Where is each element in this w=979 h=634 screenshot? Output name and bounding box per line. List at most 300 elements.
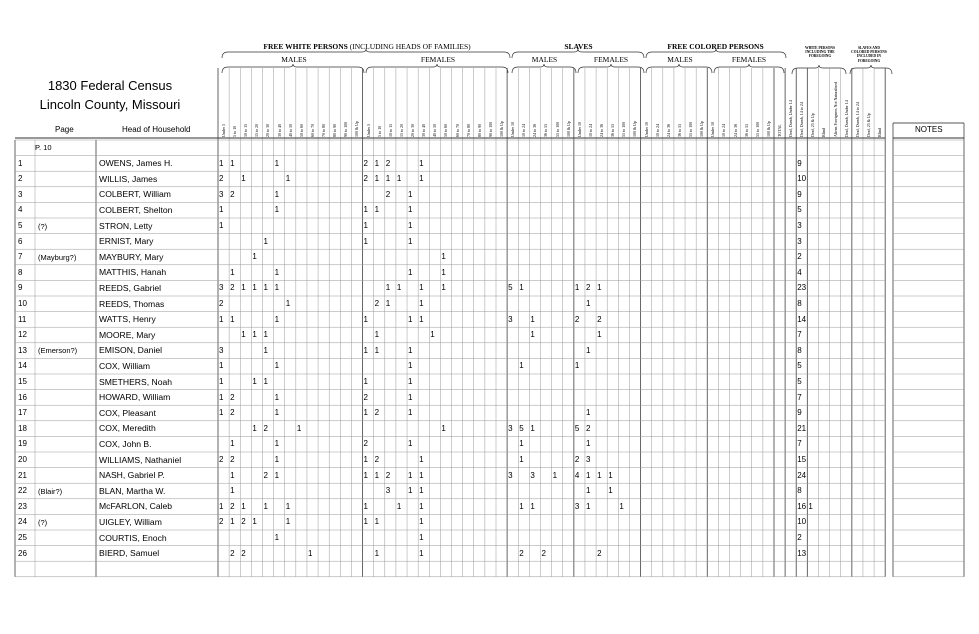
head-of-household-name: McFARLON, Caleb [99,501,173,512]
free-colored-males: MALES [667,55,693,64]
row-number: 8 [18,267,23,277]
head-of-household-name: MAYBURY, Mary [99,251,164,262]
tally-cell: 1 [363,205,368,215]
column-header: 36 to 55 [676,123,682,137]
tally-cell: 1 [441,252,446,262]
tally-cell: 1 [230,267,235,277]
tally-cell: 23 [797,283,807,293]
head-of-household-name: MOORE, Mary [99,329,156,340]
column-header: 100 & Up [632,121,638,137]
tally-cell: 2 [585,283,591,293]
column-header: Under 10 [643,122,649,137]
tally-cell: 1 [274,439,280,449]
column-header: 55 to 100 [754,121,760,137]
head-of-household-name: COX, William [99,360,151,371]
head-of-household-name: COX, John B. [99,438,152,449]
tally-cell: 1 [408,236,413,246]
tally-cell: 3 [574,501,580,511]
tally-cell: 1 [408,392,413,402]
tally-cell: 1 [230,158,235,168]
tally-cell: 2 [597,314,602,324]
tally-cell: 1 [408,221,413,230]
tally-cell: 1 [608,470,613,480]
tally-cell: 3 [508,470,513,480]
tally-cell: 9 [797,408,802,418]
tally-cell: 1 [363,314,368,324]
column-header: 70 to 80 [321,123,327,137]
column-header: 30 to 40 [276,123,282,137]
notes-header: NOTES [915,125,943,134]
tally-cell: 2 [797,533,802,542]
tally-cell: 1 [530,314,535,324]
column-header: 5 to 10 [232,125,238,137]
tally-cell: 1 [363,345,368,355]
row-number: 19 [18,439,27,449]
tally-cell: 2 [519,548,524,558]
head-of-household-name: COLBERT, Shelton [99,204,173,215]
tally-cell: 3 [530,470,535,480]
row-number: 22 [18,486,27,496]
column-header: 10 to 24 [521,123,527,137]
column-header: 100 & Up [699,121,705,137]
tally-cell: 1 [585,501,591,511]
tally-cell: 1 [419,158,424,168]
column-header: TOTAL [777,124,782,137]
tally-cell: 3 [219,345,224,355]
head-of-household-name: WATTS, Henry [99,314,156,325]
column-header: 100 & Up [565,121,571,137]
slaves-males: MALES [531,55,558,64]
tally-cell: 1 [274,205,280,215]
tally-cell: 1 [252,423,257,433]
column-header: 80 to 90 [476,123,482,137]
tally-cell: 1 [419,174,424,184]
tally-cell: 1 [274,408,280,418]
tally-cell: 1 [419,548,424,558]
tally-cell: 1 [274,455,280,464]
tally-cell: 1 [263,236,268,246]
column-header: 10 to 24 [654,123,660,137]
tally-cell: 1 [585,486,591,496]
row-number: 14 [18,361,27,371]
tally-cell: 2 [241,548,246,558]
column-header: 36 to 55 [543,123,549,137]
tally-cell: 1 [241,283,246,293]
column-header: Deaf, 25 & Up [865,113,871,137]
tally-cell: 1 [585,345,591,355]
tally-cell: 1 [408,486,413,496]
tally-cell: 2 [385,189,391,199]
tally-cell: 1 [363,470,368,480]
tally-cell: 2 [597,548,602,558]
tally-cell: 14 [797,314,807,324]
tally-cell: 1 [263,377,268,386]
row-number: 26 [18,548,27,558]
tally-cell: 1 [219,501,224,511]
tally-cell: 2 [263,423,268,433]
column-header: 55 to 100 [621,121,627,137]
head-of-household-name: REEDS, Gabriel [99,282,162,293]
tally-cell: 1 [419,517,424,527]
tally-cell: 7 [797,439,802,449]
white-persons-foreign-header: WHITE PERSONS INCLUDING THE FOREGOING [804,46,836,59]
tally-cell: 3 [219,283,224,293]
row-number: 13 [18,345,27,355]
tally-cell: 2 [219,517,224,527]
tally-cell: 1 [519,283,524,293]
row-number: 21 [18,470,27,480]
tally-cell: 1 [363,517,368,527]
column-header: 90 to 100 [343,121,349,137]
tally-cell: 1 [419,470,424,480]
tally-cell: 2 [385,470,391,480]
tally-cell: 10 [797,517,807,527]
column-header: Deaf, 25 & Up [810,113,816,137]
page-column-header: Page [55,125,74,134]
tally-cell: 24 [797,470,807,480]
tally-cell: 2 [363,174,368,184]
tally-cell: 1 [363,236,368,246]
column-header: Deaf, Dumb, Under 14 [843,100,849,137]
column-header: Aliens Foreigners Not Naturalized [832,81,838,137]
tally-cell: 1 [374,548,380,558]
tally-cell: 1 [408,345,413,355]
free-white-females: FEMALES [420,55,456,64]
column-header: 36 to 55 [743,123,749,137]
tally-cell: 1 [274,189,280,199]
column-header: 80 to 90 [332,123,338,137]
tally-cell: 1 [296,423,302,433]
column-header: 20 to 30 [410,123,416,137]
row-number: 4 [18,205,23,215]
page-note: (Blair?) [38,486,63,496]
row-number: 5 [18,221,23,230]
tally-cell: 1 [585,439,591,449]
tally-cell: 2 [374,299,380,308]
title-line-2: Lincoln County, Missouri [39,97,181,112]
tally-cell: 1 [263,501,268,511]
tally-cell: 8 [797,486,802,496]
column-header: Under 10 [576,122,582,137]
column-header: 36 to 55 [610,123,616,137]
row-number: 6 [18,236,23,246]
tally-cell: 1 [408,189,413,199]
column-header: Under 5 [365,124,371,137]
column-header: 24 to 36 [599,123,605,137]
tally-cell: 1 [530,330,535,340]
tally-cell: 1 [219,205,224,215]
column-header: 15 to 20 [398,123,404,137]
tally-cell: 2 [363,158,368,168]
tally-cell: 2 [241,517,246,527]
group-free-white: FREE WHITE PERSONS (INCLUDING HEADS OF FAMILIES) [263,42,471,51]
slaves-females: FEMALES [593,55,629,64]
tally-cell: 1 [252,283,257,293]
row-number: 25 [18,533,27,542]
head-of-household-name: WILLIAMS, Nathaniel [99,454,182,465]
tally-cell: 5 [797,205,802,215]
row-number: 15 [18,377,27,386]
row-number: 12 [18,330,27,340]
column-header: 40 to 50 [432,123,438,137]
tally-cell: 1 [597,283,602,293]
tally-cell: 15 [797,455,807,464]
tally-cell: 2 [219,174,224,184]
tally-cell: 2 [585,423,591,433]
column-header: 24 to 36 [732,123,738,137]
tally-cell: 7 [797,330,802,340]
tally-cell: 1 [441,267,446,277]
tally-cell: 1 [374,517,380,527]
column-header: 100 & Up [765,121,771,137]
tally-cell: 1 [219,392,224,402]
tally-cell: 3 [797,221,802,230]
head-of-household-name: HOWARD, William [99,392,171,403]
column-header: 55 to 100 [688,121,694,137]
tally-cell: 1 [408,408,413,418]
tally-cell: 1 [363,221,368,230]
tally-cell: 1 [574,361,580,371]
head-of-household-name: WILLIS, James [99,173,158,184]
head-of-household-name: UIGLEY, William [99,516,162,527]
tally-cell: 1 [274,533,280,542]
tally-cell: 1 [285,501,291,511]
tally-cell: 1 [619,501,624,511]
column-header: Under 5 [221,124,226,137]
row-number: 23 [18,501,27,511]
head-of-household-name: REEDS, Thomas [99,298,165,309]
head-of-household-name: BLAN, Martha W. [99,485,166,496]
column-header: Under 10 [510,122,516,137]
tally-cell: 3 [219,189,224,199]
tally-cell: 2 [574,314,580,324]
head-of-household-name: NASH, Gabriel P. [99,470,165,481]
tally-cell: 1 [285,517,291,527]
row-number: 2 [18,174,23,184]
column-header: 55 to 100 [554,121,560,137]
tally-cell: 1 [363,455,368,464]
tally-cell: 1 [219,314,224,324]
tally-cell: 2 [374,455,380,464]
column-header: 50 to 60 [443,123,449,137]
tally-cell: 1 [374,205,380,215]
tally-cell: 10 [797,174,807,184]
tally-cell: 5 [574,423,580,433]
row-number: 10 [18,299,27,308]
column-header: 24 to 36 [532,123,538,137]
column-header: Blind [821,128,827,137]
tally-cell: 1 [241,501,246,511]
tally-cell: 1 [441,283,446,293]
tally-cell: 1 [374,345,380,355]
tally-cell: 1 [307,548,313,558]
tally-cell: 2 [374,408,380,418]
free-white-males: MALES [281,55,307,64]
tally-cell: 1 [274,361,280,371]
column-header: 50 to 60 [298,123,304,137]
tally-cell: 1 [441,423,446,433]
tally-cell: 1 [241,174,246,184]
column-header: 20 to 30 [265,123,271,137]
tally-cell: 4 [797,267,802,277]
tally-cell: 1 [363,501,368,511]
tally-cell: 1 [408,314,413,324]
column-header: 100 & Up [499,121,504,137]
row-number: 16 [18,392,27,402]
tally-cell: 1 [219,408,224,418]
head-of-household-name: COLBERT, William [99,189,171,200]
row-number: 24 [18,517,27,527]
tally-cell: 1 [285,299,291,308]
tally-cell: 1 [408,377,413,386]
tally-cell: 8 [797,345,802,355]
tally-cell: 2 [363,392,368,402]
tally-cell: 2 [230,189,235,199]
group-brace [222,64,364,73]
tally-cell: 1 [408,267,413,277]
column-header: 5 to 10 [376,125,382,137]
column-header: 10 to 24 [587,123,593,137]
tally-cell: 7 [797,392,802,402]
tally-cell: 1 [385,283,391,293]
row-number: 7 [18,252,23,262]
tally-cell: 1 [219,377,224,386]
tally-cell: 1 [519,455,524,464]
group-brace [792,65,846,74]
tally-cell: 1 [408,205,413,215]
group-slaves: SLAVES [564,42,593,51]
head-of-household-name: COURTIS, Enoch [99,532,167,543]
column-header: 60 to 70 [309,123,315,137]
tally-cell: 3 [508,314,513,324]
tally-cell: 2 [385,158,391,168]
column-header: 100 & Up [354,121,360,137]
tally-cell: 2 [219,455,224,464]
tally-cell: 2 [230,408,235,418]
row-number: 1 [18,158,23,168]
tally-cell: 1 [230,470,235,480]
column-header: Deaf, Dumb, Under 14 [788,100,794,137]
group-brace [850,65,892,74]
tally-cell: 1 [419,299,424,308]
head-of-household-name: OWENS, James H. [99,158,173,169]
column-header: 90 to 100 [487,121,493,137]
tally-cell: 2 [363,439,368,449]
tally-cell: 1 [408,361,413,371]
free-colored-females: FEMALES [731,55,767,64]
tally-cell: 1 [419,455,424,464]
tally-cell: 2 [797,252,802,262]
column-header: 10 to 15 [387,123,393,137]
head-of-household-name: STRON, Letty [99,220,153,231]
tally-cell: 9 [797,189,802,199]
tally-cell: 3 [585,455,591,464]
column-header: 30 to 40 [421,123,427,137]
tally-cell: 1 [374,158,380,168]
tally-cell: 1 [374,330,380,340]
tally-cell: 1 [585,299,591,308]
head-of-household-name: ERNIST, Mary [99,236,154,247]
column-header: Deaf, Dumb, 14 to 24 [799,102,805,137]
tally-cell: 1 [274,158,280,168]
head-of-household-header: Head of Household [122,125,191,134]
tally-cell: 2 [219,299,224,308]
tally-cell: 1 [263,283,268,293]
group-brace [366,64,508,73]
tally-cell: 1 [374,174,380,184]
tally-cell: 5 [797,377,802,386]
tally-cell: 8 [797,299,802,308]
column-header: Blind [877,128,883,137]
page-reference: P. 10 [35,143,52,152]
tally-cell: 1 [530,423,535,433]
column-header: 15 to 20 [254,123,260,137]
title-line-1: 1830 Federal Census [47,78,173,93]
tally-cell: 1 [396,501,402,511]
tally-cell: 1 [274,314,280,324]
tally-cell: 3 [385,486,391,496]
tally-cell: 1 [274,392,280,402]
tally-cell: 1 [419,501,424,511]
column-header: 24 to 36 [665,123,671,137]
tally-cell: 1 [552,470,558,480]
tally-cell: 1 [408,439,413,449]
tally-cell: 1 [597,330,602,340]
tally-cell: 1 [219,361,224,371]
row-number: 20 [18,455,27,464]
tally-cell: 5 [508,283,513,293]
tally-cell: 1 [396,174,402,184]
tally-cell: 1 [530,501,535,511]
head-of-household-name: EMISON, Daniel [99,345,163,356]
head-of-household-name: COX, Meredith [99,423,156,434]
column-header: Deaf, Dumb, 14 to 24 [854,102,860,137]
tally-cell: 1 [230,486,235,496]
tally-cell: 2 [230,283,235,293]
tally-cell: 5 [797,361,802,371]
head-of-household-name: MATTHIS, Hanah [99,267,167,278]
tally-cell: 1 [285,174,291,184]
tally-cell: 1 [219,221,224,230]
tally-cell: 1 [585,408,591,418]
tally-cell: 1 [419,314,424,324]
tally-cell: 1 [219,158,224,168]
tally-cell: 1 [274,267,280,277]
page-note: (?) [38,517,48,527]
tally-cell: 21 [797,423,807,433]
tally-cell: 4 [574,470,580,480]
tally-cell: 2 [230,501,235,511]
tally-cell: 1 [430,330,435,340]
row-number: 18 [18,423,27,433]
tally-cell: 1 [597,470,602,480]
tally-cell: 2 [230,455,235,464]
tally-cell: 1 [396,283,402,293]
slaves-colored-header: SLAVES AND COLORED PERSONS INCLUDED IN FOREGOING [851,46,887,63]
tally-cell: 1 [241,330,246,340]
tally-cell: 13 [797,548,807,558]
row-number: 9 [18,283,23,293]
column-header: 10 to 24 [721,123,727,137]
tally-cell: 2 [230,392,235,402]
document-title [20,76,200,114]
row-number: 11 [18,314,27,324]
tally-cell: 1 [263,345,268,355]
page-note: (Emerson?) [38,346,78,356]
group-free-colored: FREE COLORED PERSONS [667,42,764,51]
tally-cell: 9 [797,158,802,168]
tally-cell: 1 [363,408,368,418]
